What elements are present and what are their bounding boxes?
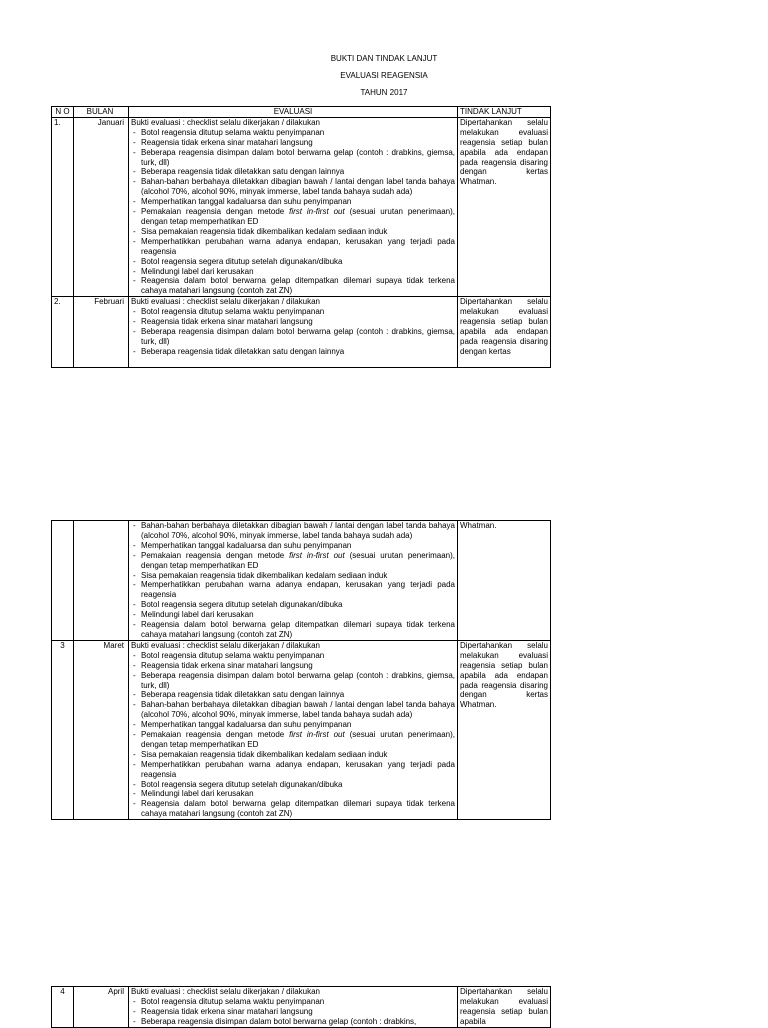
fifo-after: (sesuai urutan penerimaan), dengan tetap memperhatikan ED: [141, 207, 455, 226]
fifo-italic: first in-first out: [289, 207, 345, 217]
list-item: - Beberapa reagensia tidak diletakkan satu dengan lainnya: [131, 347, 455, 367]
row-tindak-lanjut: Whatman.: [458, 521, 551, 641]
list-item: - Reagensia tidak erkena sinar matahari langsung: [131, 1007, 455, 1017]
list-item: - Memperhatikkan perubahan warna adanya endapan, kerusakan yang terjadi pada reagensia: [131, 760, 455, 780]
list-item: [131, 730, 455, 750]
evaluasi-intro: Bukti evaluasi : checklist selalu dikerjakan / dilakukan: [131, 297, 320, 307]
col-header-evaluasi: EVALUASI: [129, 107, 458, 118]
evaluasi-list: [131, 128, 455, 296]
evaluation-table-page3: [51, 986, 551, 1028]
list-item: - Bahan-bahan berbahaya diletakkan dibagian bawah / lantai dengan label tanda bahaya (alcohol 70%, alcohol 90%, minyak immerse, label tanda bahaya sudah ada): [131, 521, 455, 541]
doc-title-line3: TAHUN 2017: [360, 88, 408, 97]
list-item: - Reagensia tidak erkena sinar matahari langsung: [131, 661, 455, 671]
list-item: - Botol reagensia ditutup selama waktu penyimpanan: [131, 128, 455, 138]
col-header-tindak-lanjut: TINDAK LANJUT: [458, 107, 551, 118]
table-row: [52, 640, 551, 819]
list-item: - Reagensia dalam botol berwarna gelap ditempatkan dilemari supaya tidak terkena cahaya matahari langsung (contoh zat ZN): [131, 620, 455, 640]
col-header-bulan: BULAN: [74, 107, 129, 118]
row-evaluasi: [129, 640, 458, 819]
row-bulan: Maret: [74, 640, 129, 819]
list-item: - Reagensia dalam botol berwarna gelap ditempatkan dilemari supaya tidak terkena cahaya matahari langsung (contoh zat ZN): [131, 276, 455, 296]
fifo-after: (sesuai urutan penerimaan), dengan tetap memperhatikan ED: [141, 550, 455, 570]
list-item: - Memperhatikkan perubahan warna adanya endapan, kerusakan yang terjadi pada reagensia: [131, 580, 455, 600]
list-item: - Memperhatikan tanggal kadaluarsa dan suhu penyimpanan: [131, 720, 455, 730]
row-no: 4: [52, 987, 74, 1028]
col-header-no: N O: [52, 107, 74, 118]
evaluasi-list: [131, 521, 455, 640]
list-item: - Bahan-bahan berbahaya diletakkan dibagian bawah / lantai dengan label tanda bahaya (alcohol 70%, alcohol 90%, minyak immerse, label tanda bahaya sudah ada): [131, 700, 455, 720]
fifo-italic: first in-first out: [289, 730, 345, 740]
table-header-row: [52, 107, 551, 118]
list-item: - Beberapa reagensia disimpan dalam botol berwarna gelap (contoh : drabkins,: [131, 1017, 455, 1027]
fifo-after: (sesuai urutan penerimaan), dengan tetap memperhatikan ED: [141, 730, 455, 749]
list-item: - Beberapa reagensia disimpan dalam botol berwarna gelap (contoh : drabkins, giemsa, turk, dll): [131, 327, 455, 347]
list-item: - Botol reagensia ditutup selama waktu penyimpanan: [131, 997, 455, 1007]
evaluasi-list: [131, 651, 455, 819]
list-item: - Melindungi label dari kerusakan: [131, 789, 455, 799]
evaluasi-intro: Bukti evaluasi : checklist selalu dikerjakan / dilakukan: [131, 640, 320, 650]
list-item: - Reagensia tidak erkena sinar matahari langsung: [131, 138, 455, 148]
list-item: - Sisa pemakaian reagensia tidak dikembalikan kedalam sediaan induk: [131, 571, 455, 581]
row-bulan: Januari: [74, 117, 129, 296]
fifo-before: Pemakaian reagensia dengan metode: [141, 550, 285, 560]
row-tindak-lanjut: Dipertahankan selalu melakukan evaluasi reagensia setiap bulan apabila ada endapan pada reagensia disaring dengan kertas Whatman.: [458, 640, 551, 819]
row-evaluasi: [129, 987, 458, 1028]
table-row: [52, 297, 551, 367]
list-item: - Sisa pemakaian reagensia tidak dikembalikan kedalam sediaan induk: [131, 750, 455, 760]
evaluasi-list: [131, 307, 455, 367]
table-row: [52, 521, 551, 641]
fifo-italic: first in-first out: [289, 550, 345, 560]
table-row: [52, 117, 551, 296]
list-item: [131, 207, 455, 227]
list-item: - Sisa pemakaian reagensia tidak dikembalikan kedalam sediaan induk: [131, 227, 455, 237]
list-item: - Memperhatikan tanggal kadaluarsa dan suhu penyimpanan: [131, 197, 455, 207]
list-item: - Beberapa reagensia disimpan dalam botol berwarna gelap (contoh : drabkins, giemsa, turk, dll): [131, 671, 455, 691]
list-item: - Botol reagensia segera ditutup setelah digunakan/dibuka: [131, 600, 455, 610]
list-item: - Memperhatikkan perubahan warna adanya endapan, kerusakan yang terjadi pada reagensia: [131, 237, 455, 257]
doc-title-line2: EVALUASI REAGENSIA: [340, 71, 428, 80]
evaluasi-list: [131, 997, 455, 1027]
row-tindak-lanjut: Dipertahankan selalu melakukan evaluasi reagensia setiap bulan apabila ada endapan pada reagensia disaring dengan kertas Whatman.: [458, 117, 551, 296]
row-evaluasi: [129, 297, 458, 367]
row-no: 2.: [52, 297, 74, 367]
list-item: - Beberapa reagensia tidak diletakkan satu dengan lainnya: [131, 690, 455, 700]
evaluasi-intro: Bukti evaluasi : checklist selalu dikerjakan / dilakukan: [131, 987, 320, 996]
row-tindak-lanjut: Dipertahankan selalu melakukan evaluasi reagensia setiap bulan apabila ada endapan pada reagensia disaring dengan kertas: [458, 297, 551, 367]
doc-title-line1: BUKTI DAN TINDAK LANJUT: [330, 54, 438, 63]
row-no: [52, 521, 74, 641]
list-item: - Beberapa reagensia tidak diletakkan satu dengan lainnya: [131, 167, 455, 177]
list-item: - Bahan-bahan berbahaya diletakkan dibagian bawah / lantai dengan label tanda bahaya (alcohol 70%, alcohol 90%, minyak immerse, label tanda bahaya sudah ada): [131, 177, 455, 197]
fifo-before: Pemakaian reagensia dengan metode: [141, 207, 285, 217]
list-item: - Melindungi label dari kerusakan: [131, 610, 455, 620]
list-item: - Beberapa reagensia disimpan dalam botol berwarna gelap (contoh : drabkins, giemsa, turk, dll): [131, 148, 455, 168]
list-item: - Botol reagensia segera ditutup setelah digunakan/dibuka: [131, 780, 455, 790]
list-item: - Reagensia tidak erkena sinar matahari langsung: [131, 317, 455, 327]
row-bulan: Februari: [74, 297, 129, 367]
evaluasi-intro: Bukti evaluasi : checklist selalu dikerjakan / dilakukan: [131, 117, 320, 127]
list-item: - Botol reagensia ditutup selama waktu penyimpanan: [131, 651, 455, 661]
row-bulan: April: [74, 987, 129, 1028]
list-item: - Reagensia dalam botol berwarna gelap ditempatkan dilemari supaya tidak terkena cahaya matahari langsung (contoh zat ZN): [131, 799, 455, 819]
table-row: [52, 987, 551, 1028]
row-no: 1.: [52, 117, 74, 296]
list-item: - Botol reagensia ditutup selama waktu penyimpanan: [131, 307, 455, 317]
evaluation-table-page1: [51, 106, 551, 368]
row-tindak-lanjut: Dipertahankan selalu melakukan evaluasi reagensia setiap bulan apabila: [458, 987, 551, 1028]
list-item: - Memperhatikan tanggal kadaluarsa dan suhu penyimpanan: [131, 541, 455, 551]
row-bulan: [74, 521, 129, 641]
list-item: - Melindungi label dari kerusakan: [131, 267, 455, 277]
row-no: 3: [52, 640, 74, 819]
list-item: [131, 551, 455, 571]
row-evaluasi: [129, 521, 458, 641]
list-item: - Botol reagensia segera ditutup setelah digunakan/dibuka: [131, 257, 455, 267]
fifo-before: Pemakaian reagensia dengan metode: [141, 730, 285, 740]
row-evaluasi: [129, 117, 458, 296]
evaluation-table-page2: [51, 520, 551, 820]
